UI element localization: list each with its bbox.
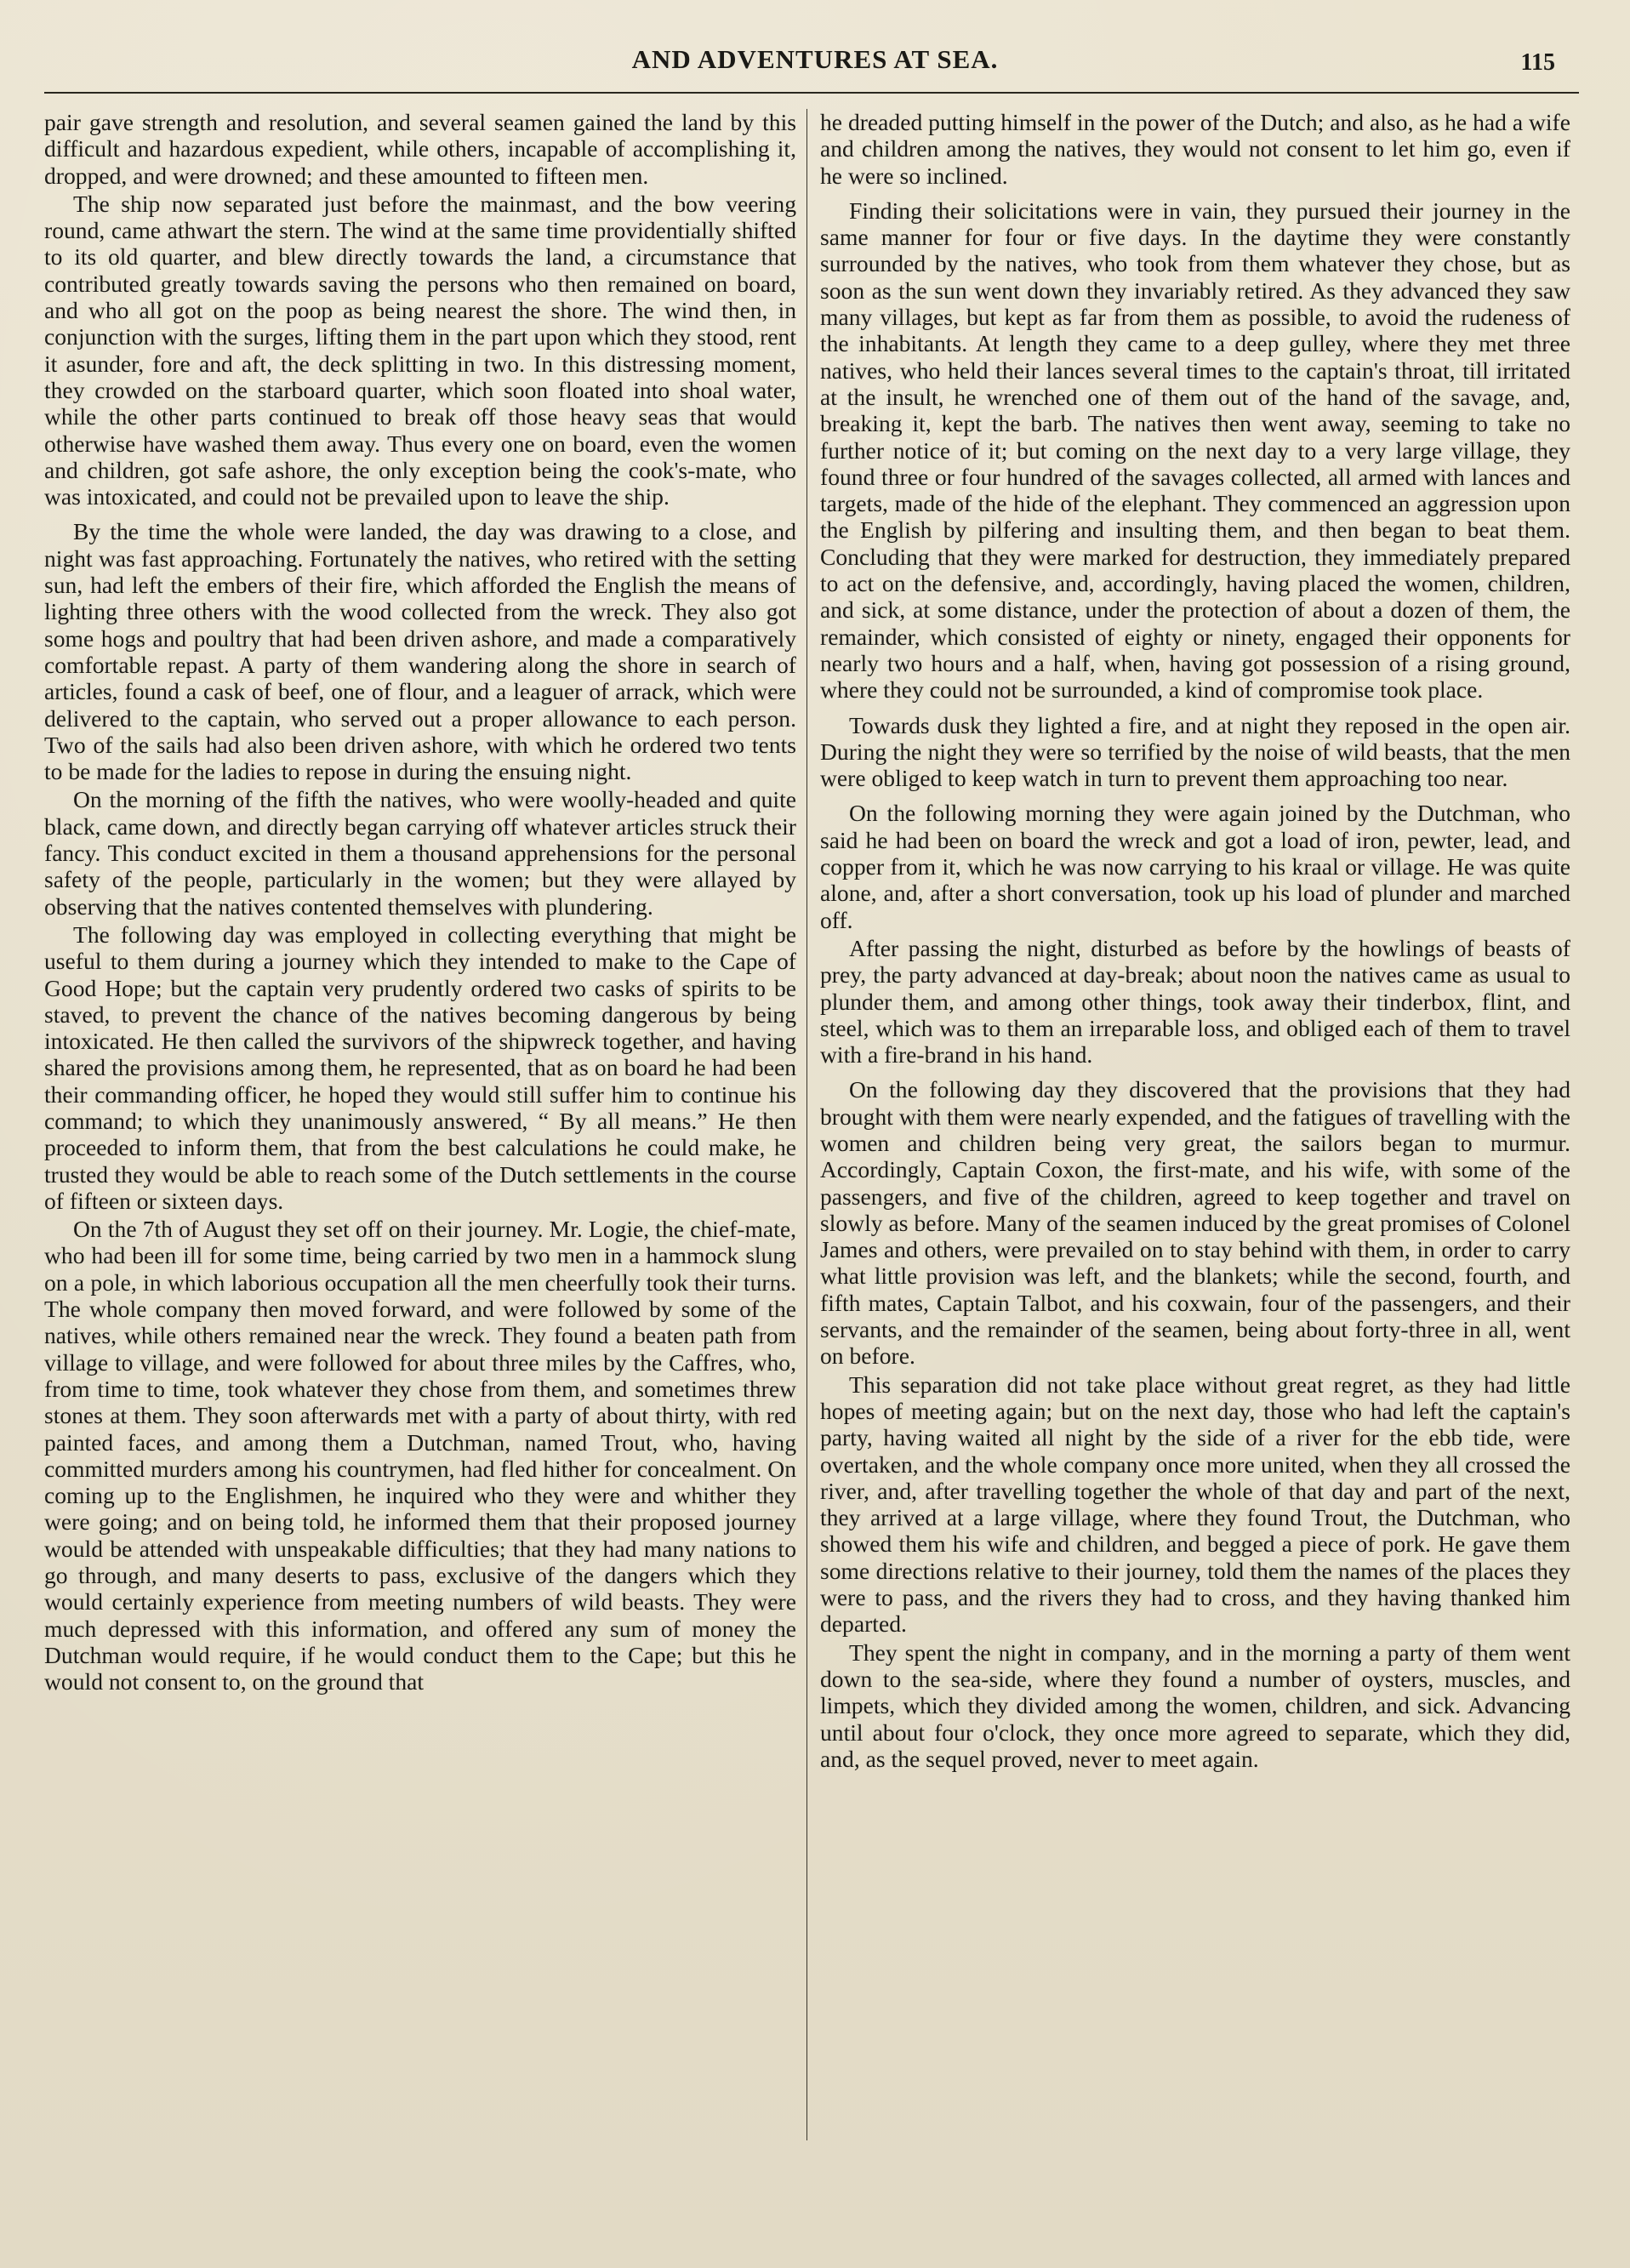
header-rule xyxy=(44,92,1579,94)
page-header xyxy=(0,44,1630,87)
paragraph: They spent the night in company, and in the morning a party of them went down to the sea-side, where they found a number of oysters, muscles, and limpets, which they divided among the women, children, and sick. Advancing until about four o'clock, they once more agreed to separate, which they did, and, as the sequel proved, never to meet again. xyxy=(820,1638,1570,1772)
page-number: 115 xyxy=(1520,49,1555,76)
paragraph: pair gave strength and resolution, and several seamen gained the land by this difficult and hazardous expedient, while others, incapable of accomplishing it, dropped, and were drowned; and these amounted to fifteen men. xyxy=(44,109,796,189)
paragraph: After passing the night, disturbed as before by the howlings of beasts of prey, the party advanced at day-break; about noon the natives came as usual to plunder them, and among other things, took away their tinderbox, flint, and steel, which was to them an irreparable loss, and obliged each of them to travel with a fire-brand in his hand. xyxy=(820,934,1570,1068)
paragraph: This separation did not take place without great regret, as they had little hopes of meeting again; but on the next day, those who had left the captain's party, having waited all night by the side of a river for the ebb tide, were overtaken, and the whole company once more united, when they all crossed the river, and, after travelling together the whole of that day and part of the next, they arrived at a large village, where they found Trout, the Dutchman, who showed them his wife and children, and begged a piece of pork. He gave them some directions relative to their journey, told them the names of the places they were to pass, and the rivers they had to cross, and they having thanked him departed. xyxy=(820,1370,1570,1638)
right-column xyxy=(820,109,1570,2174)
left-column xyxy=(44,109,796,2174)
paragraph: On the following morning they were again joined by the Dutchman, who said he had been on board the wreck and got a load of iron, pewter, lead, and copper from it, which he was now carrying to his kraal or village. He was quite alone, and, after a short conversation, took up his load of plunder and marched off. xyxy=(820,800,1570,933)
paragraph: On the 7th of August they set off on their journey. Mr. Logie, the chief-mate, who had been ill for some time, being carried by two men in a hammock slung on a pole, in which laborious occupation all the men cheerfully took their turns. The whole company then moved forward, and were followed by some of the natives, while others remained near the wreck. They found a beaten path from village to village, and were followed for about three miles by the Caffres, who, from time to time, took whatever they chose from them, and sometimes threw stones at them. They soon afterwards met with a party of about thirty, with red painted faces, and among them a Dutchman, named Trout, who, having committed murders among his countrymen, had fled hither for concealment. On coming up to the Englishmen, he inquired who they were and whither they were going; and on being told, he informed them that their proposed journey would be attended with unspeakable difficulties; that they had many nations to go through, and many deserts to pass, exclusive of the dangers which they would certainly experience from meeting numbers of wild beasts. They were much depressed with this information, and offered any sum of money the Dutchman would require, if he would conduct them to the Cape; but this he would not consent to, on the ground that xyxy=(44,1216,796,1695)
paragraph: he dreaded putting himself in the power of the Dutch; and also, as he had a wife and children among the natives, they would not consent to let him go, even if he were so inclined. xyxy=(820,109,1570,189)
paragraph: Towards dusk they lighted a fire, and at night they reposed in the open air. During the night they were so terrified by the noise of wild beasts, that the men were obliged to keep watch in turn to prevent them approaching too near. xyxy=(820,711,1570,792)
paragraph: The following day was employed in collecting everything that might be useful to them during a journey which they intended to make to the Cape of Good Hope; but the captain very prudently ordered two casks of spirits to be staved, to prevent the chance of the natives becoming dangerous by being intoxicated. He then called the survivors of the shipwreck together, and having shared the provisions among them, he represented, that as on board he had been their commanding officer, he hoped they would still suffer him to continue his command; to which they unanimously answered, “ By all means.” He then proceeded to inform them, that from the best calculations he could make, he trusted they would be able to reach some of the Dutch settlements in the course of fifteen or sixteen days. xyxy=(44,920,796,1214)
column-divider xyxy=(806,109,807,2140)
paragraph: The ship now separated just before the mainmast, and the bow veering round, came athwart the stern. The wind at the same time providentially shifted to its old quarter, and blew directly towards the land, a circumstance that contributed greatly towards saving the persons who then remained on board, and who all got on the poop as being nearest the shore. The wind then, in conjunction with the surges, lifting them in the part upon which they stood, rent it asunder, fore and aft, the deck splitting in two. In this distressing moment, they crowded on the starboard quarter, which soon floated into shoal water, while the other parts continued to break off those heavy seas that would otherwise have washed them away. Thus every one on board, even the women and children, got safe ashore, the only exception being the cook's-mate, who was intoxicated, and could not be prevailed upon to leave the ship. xyxy=(44,190,796,510)
running-title: AND ADVENTURES AT SEA. xyxy=(631,44,999,74)
paragraph: By the time the whole were landed, the day was drawing to a close, and night was fast approaching. Fortunately the natives, who retired with the setting sun, had left the embers of their fire, which afforded the English the means of lighting three others with the wood collected from the wreck. They also got some hogs and poultry that had been driven ashore, and made a comparatively comfortable repast. A party of them wandering along the shore in search of articles, found a cask of beef, one of flour, and a leaguer of arrack, which were delivered to the captain, who served out a proper allowance to each person. Two of the sails had also been driven ashore, with which he ordered two tents to be made for the ladies to repose in during the ensuing night. xyxy=(44,518,796,785)
paragraph: On the morning of the fifth the natives, who were woolly-headed and quite black, came down, and directly began carrying off whatever articles struck their fancy. This conduct excited in them a thousand apprehensions for the personal safety of the people, particularly in the women; but they were allayed by observing that the natives contented themselves with plundering. xyxy=(44,786,796,920)
paragraph: Finding their solicitations were in vain, they pursued their journey in the same manner for four or five days. In the daytime they were constantly surrounded by the natives, who took from them whatever they chose, but as soon as the sun went down they invariably retired. As they advanced they saw many villages, but kept as far from them as possible, to avoid the rudeness of the inhabitants. At length they came to a deep gulley, where they met three natives, who held their lances several times to the captain's throat, till irritated at the insult, he wrenched one of them out of the hand of the savage, and, breaking it, kept the barb. The natives then went away, seeming to take no further notice of it; but coming on the next day to a very large village, they found three or four hundred of the savages collected, all armed with lances and targets, made of the hide of the elephant. They commenced an aggression upon the English by pilfering and insulting them, and then began to beat them. Concluding that they were marked for destruction, they immediately prepared to act on the defensive, and, accordingly, having placed the women, children, and sick, at some distance, under the protection of about a dozen of them, the remainder, which consisted of eighty or ninety, engaged their opponents for nearly two hours and a half, when, having got possession of a rising ground, where they could not be surrounded, a kind of compromise took place. xyxy=(820,197,1570,704)
paragraph: On the following day they discovered that the provisions that they had brought with them were nearly expended, and the fatigues of travelling with the women and children being very great, the sailors began to murmur. Accordingly, Captain Coxon, the first-mate, and his wife, with some of the passengers, and five of the children, agreed to keep together and travel on slowly as before. Many of the seamen induced by the great promises of Colonel James and others, were prevailed on to stay behind with them, in order to carry what little provision was left, and the blankets; while the second, fourth, and fifth mates, Captain Talbot, and his coxwain, four of the passengers, and their servants, and the remainder of the seamen, being about forty-three in all, went on before. xyxy=(820,1076,1570,1370)
